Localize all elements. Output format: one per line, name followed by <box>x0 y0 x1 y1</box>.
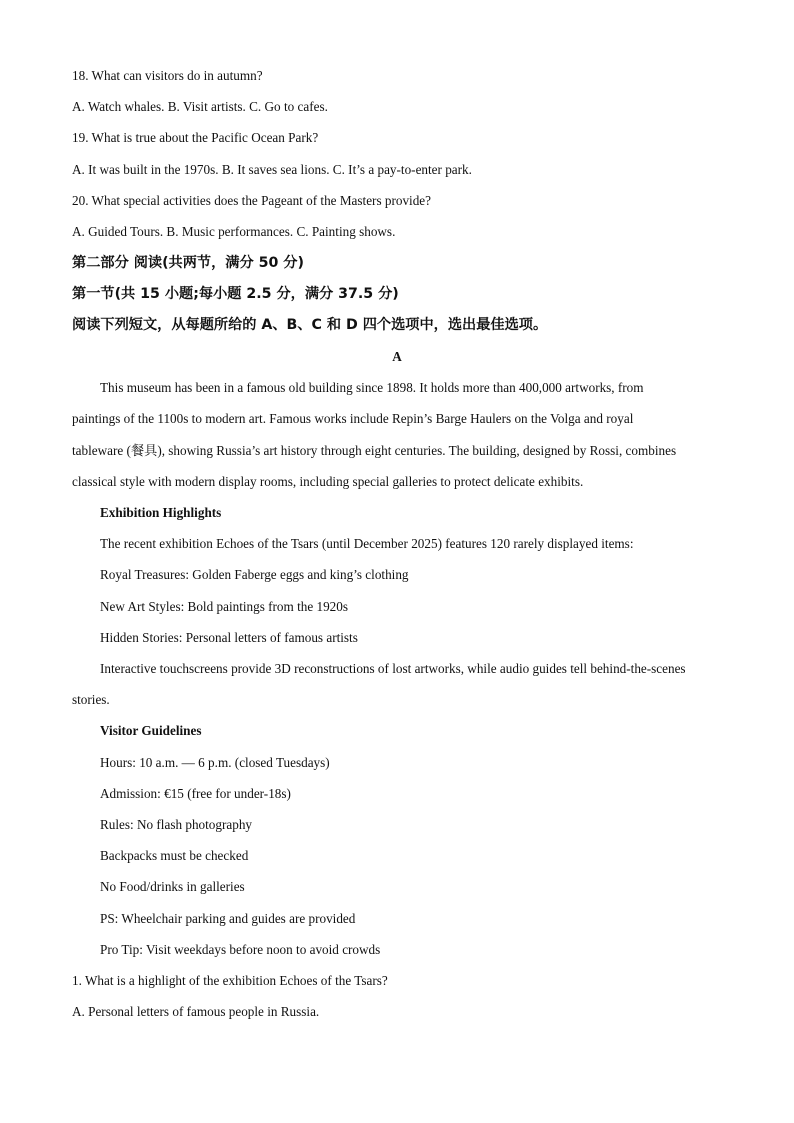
highlight-item: Royal Treasures: Golden Faberge eggs and king’s clothing <box>100 567 409 582</box>
passage-label: A <box>392 349 402 364</box>
reading-instruction: 阅读下列短文，从每题所给的 A、B、C 和 D 四个选项中，选出最佳选项。 <box>72 317 548 333</box>
guideline-item: Pro Tip: Visit weekdays before noon to avoid crowds <box>100 942 381 957</box>
question-1: 1. What is a highlight of the exhibition Echoes of the Tsars? <box>72 973 388 988</box>
question-20: 20. What special activities does the Pageant of the Masters provide? <box>72 193 432 208</box>
question-1-option-a: A. Personal letters of famous people in Russia. <box>72 1004 320 1019</box>
part-title: 第二部分 阅读(共两节，满分 50 分) <box>72 255 304 271</box>
passage-intro-line: paintings of the 1100s to modern art. Famous works include Repin’s Barge Haulers on the Volga and royal <box>72 411 634 426</box>
passage-intro-line: tableware (餐具), showing Russia’s art history through eight centuries. The building, designed by Rossi, combines <box>72 443 677 458</box>
section-subtitle: 第一节(共 15 小题;每小题 2.5 分，满分 37.5 分) <box>72 286 399 302</box>
highlight-item: Hidden Stories: Personal letters of famous artists <box>100 630 358 645</box>
guideline-item: Backpacks must be checked <box>100 848 249 863</box>
question-19: 19. What is true about the Pacific Ocean Park? <box>72 130 319 145</box>
guideline-item: Rules: No flash photography <box>100 817 253 832</box>
guideline-item: PS: Wheelchair parking and guides are provided <box>100 911 356 926</box>
interactive-line: Interactive touchscreens provide 3D reconstructions of lost artworks, while audio guides tell behind-the-scenes <box>100 661 686 676</box>
highlight-item: New Art Styles: Bold paintings from the 1920s <box>100 599 348 614</box>
passage-intro-line: classical style with modern display rooms, including special galleries to protect delicate exhibits. <box>72 474 584 489</box>
highlights-intro: The recent exhibition Echoes of the Tsars (until December 2025) features 120 rarely displayed items: <box>100 536 634 551</box>
question-19-options: A. It was built in the 1970s. B. It saves sea lions. C. It’s a pay-to-enter park. <box>72 162 472 177</box>
interactive-line: stories. <box>72 692 110 707</box>
guideline-item: Hours: 10 a.m. — 6 p.m. (closed Tuesdays) <box>100 755 330 770</box>
guideline-item: Admission: €15 (free for under-18s) <box>100 786 291 801</box>
guideline-item: No Food/drinks in galleries <box>100 879 245 894</box>
exhibition-highlights-heading: Exhibition Highlights <box>100 505 222 520</box>
question-18-options: A. Watch whales. B. Visit artists. C. Go to cafes. <box>72 99 328 114</box>
question-18: 18. What can visitors do in autumn? <box>72 68 263 83</box>
passage-intro-line: This museum has been in a famous old building since 1898. It holds more than 400,000 artworks, from <box>100 380 644 395</box>
visitor-guidelines-heading: Visitor Guidelines <box>100 723 202 738</box>
question-20-options: A. Guided Tours. B. Music performances. C. Painting shows. <box>72 224 396 239</box>
